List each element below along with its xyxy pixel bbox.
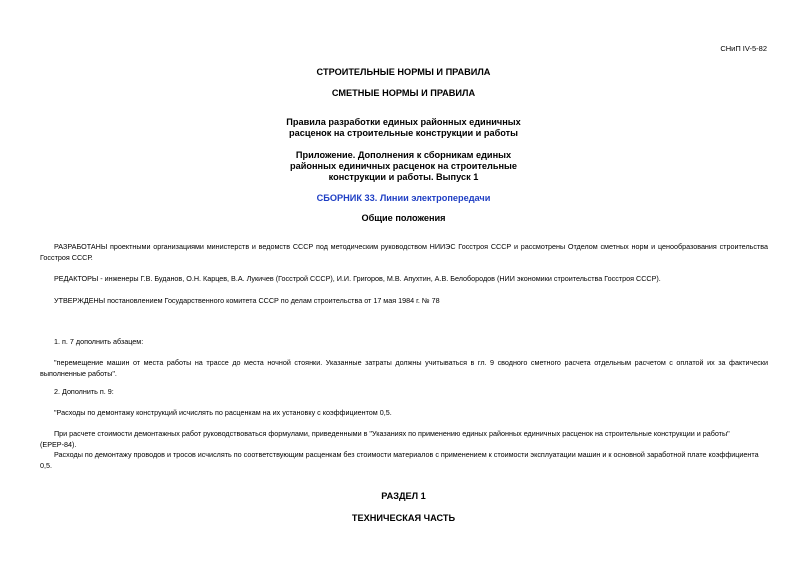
collection-link[interactable]: СБОРНИК 33. Линии электропередачи: [316, 193, 491, 203]
wires-dismantling-paragraph: Расходы по демонтажу проводов и тросов исчислять по соответствующим расценкам без стоимости материалов с применением к стоимости эксплуатации машин и к основной заработной плате коэффициента 0,5.: [40, 450, 759, 470]
item-2-text: "Расходы по демонтажу конструкций исчислять по расценкам на их установку с коэффициентом 0,5.: [54, 408, 392, 417]
appendix-title-line-2: районных единичных расценок на строительные: [290, 161, 517, 171]
item-2-heading: 2. Дополнить п. 9:: [54, 387, 114, 396]
title-building-norms: СТРОИТЕЛЬНЫЕ НОРМЫ И ПРАВИЛА: [316, 67, 491, 77]
appendix-title-line-1: Приложение. Дополнения к сборникам единых: [295, 150, 512, 160]
appendix-title-line-3: конструкции и работы. Выпуск 1: [328, 172, 479, 182]
section-subheading: ТЕХНИЧЕСКАЯ ЧАСТЬ: [351, 513, 456, 523]
dismantling-calculation-paragraph: При расчете стоимости демонтажных работ руководствоваться формулами, приведенными в "Указаниях по применению единых районных единичных расценок на строительные конструкции и работы" (ЕРЕР-84).: [40, 429, 730, 449]
item-1-heading: 1. п. 7 дополнить абзацем:: [54, 337, 144, 346]
general-provisions-heading: Общие положения: [361, 213, 446, 223]
title-estimate-norms: СМЕТНЫЕ НОРМЫ И ПРАВИЛА: [331, 88, 476, 98]
developed-paragraph: РАЗРАБОТАНЫ проектными организациями министерств и ведомств СССР под методическим руководством НИИЭС Госстроя СССР и рассмотрены Отделом сметных норм и ценообразования строительства Госстроя СССР.: [40, 242, 768, 262]
section-heading: РАЗДЕЛ 1: [381, 491, 426, 501]
editors-paragraph: РЕДАКТОРЫ - инженеры Г.В. Буданов, О.Н. Карцев, В.А. Лукичев (Госстрой СССР), И.И. Григоров, М.В. Апухтин, А.В. Белобородов (НИИ экономики строительства Госстроя СССР).: [54, 274, 661, 283]
item-1-text: "перемещение машин от места работы на трассе до места ночной стоянки. Указанные затраты должны учитываться в гл. 9 сводного сметного расчета отдельным расчетом с оплатой их за фактически выполненные работы".: [40, 358, 768, 378]
approved-paragraph: УТВЕРЖДЕНЫ постановлением Государственного комитета СССР по делам строительства от 17 мая 1984 г. № 78: [54, 296, 440, 305]
rules-title-line-2: расценок на строительные конструкции и работы: [288, 128, 518, 138]
rules-title-line-1: Правила разработки единых районных единичных: [286, 117, 521, 127]
document-code: СНиП IV-5-82: [720, 44, 767, 53]
